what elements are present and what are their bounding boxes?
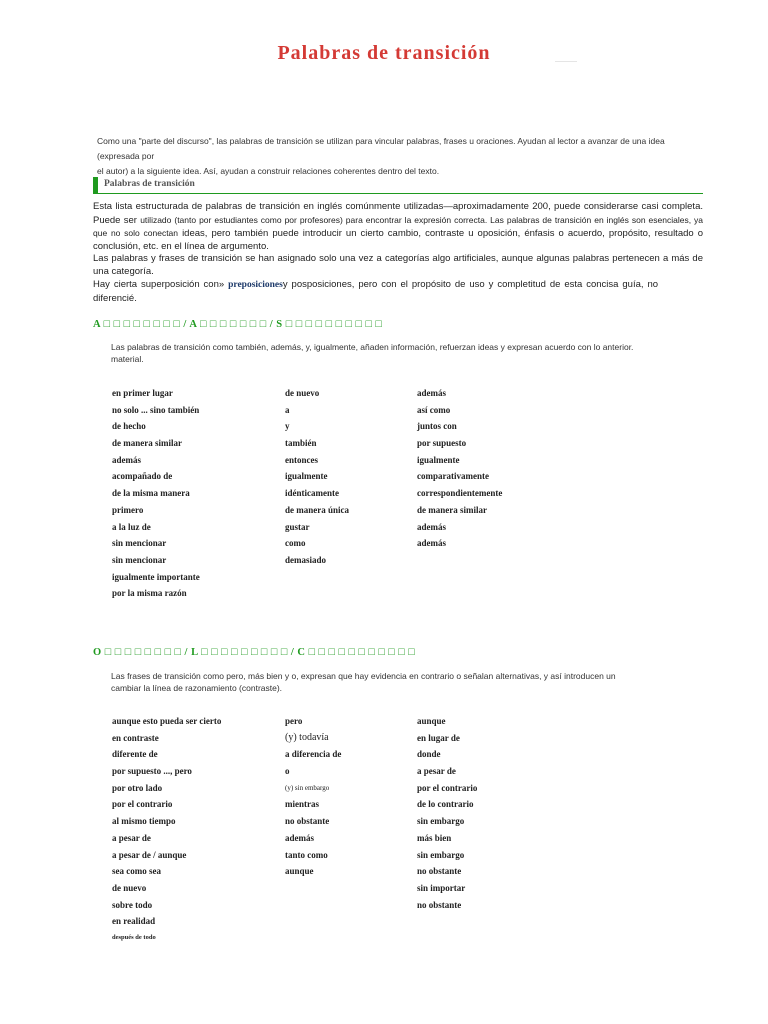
word-list-item: entonces — [285, 454, 318, 465]
word-list-item: aunque — [417, 716, 446, 726]
word-list-item: primero — [112, 504, 144, 515]
word-list-item: más bien — [417, 832, 452, 843]
word-list-item: (y) todavía — [285, 731, 329, 743]
word-list-item: además — [285, 832, 314, 843]
word-list-item: después de todo — [112, 933, 156, 941]
word-list-item: de nuevo — [285, 388, 320, 398]
word-list-item: tanto como — [285, 849, 328, 860]
word-list-item: acompañado de — [112, 471, 173, 482]
word-list-item: y — [285, 421, 290, 432]
word-list-item: sobre todo — [112, 899, 153, 910]
paragraph-1-part-2: utilizado (tanto por estudiantes como por profesores) para encontrar la expresión correcta. Las palabras de transición en inglés son esenciales, ya que no solo conectan — [93, 214, 704, 238]
word-list-item: no obstante — [417, 899, 462, 910]
group-2-desc-line-2: cambiar la línea de razonamiento (contraste). — [111, 683, 283, 693]
word-list-item: aunque — [285, 866, 314, 877]
word-list-item: de nuevo — [112, 882, 147, 893]
word-list-item: sea como sea — [112, 866, 161, 877]
word-list-item: correspondientemente — [417, 488, 503, 499]
word-list-item: por el contrario — [112, 799, 173, 810]
paragraph-1-part-1: Esta lista estructurada de palabras de transición en inglés comúnmente utilizadas—aproximadamente 200, puede considerarse casi completa. Puede ser — [93, 201, 703, 226]
word-list-item: en lugar de — [417, 732, 460, 743]
word-list-item: a pesar de / aunque — [112, 849, 187, 860]
group-1-heading: A □ □ □ □ □ □ □ □ / A □ □ □ □ □ □ □ / S □ □ □ □ □ □ □ □ □ □ — [93, 319, 383, 330]
paragraph-1-part-3: ideas, pero también puede introducir un cierto cambio, contraste u oposición, énfasis o acuerdo, propósito, resultado o conclusión, etc. en el línea de argumento. — [93, 228, 703, 252]
word-list-item: a la luz de — [112, 521, 151, 532]
word-list-item: de la misma manera — [112, 488, 190, 499]
title-underline-mark — [555, 61, 577, 62]
word-list-item: sin embargo — [417, 849, 465, 860]
word-list-item: a pesar de — [112, 832, 151, 843]
group-2-column-2 — [285, 713, 341, 880]
section-heading: Palabras de transición — [104, 179, 195, 189]
group-1-column-1 — [112, 385, 200, 602]
group-1-column-3 — [417, 385, 502, 552]
word-list-item: donde — [417, 749, 441, 760]
group-1-desc-line-2: material. — [111, 354, 144, 364]
paragraph-list-description — [93, 201, 703, 253]
word-list-item: además — [417, 521, 446, 532]
word-list-item: gustar — [285, 521, 310, 532]
word-list-item: además — [112, 454, 141, 465]
word-list-item: comparativamente — [417, 471, 489, 482]
paragraph-3-after: y posposiciones, pero con el propósito de uso y completitud de esta concisa guía, no diferencié. — [93, 279, 659, 304]
word-list-item: a pesar de — [417, 766, 456, 777]
word-list-item: igualmente — [285, 471, 328, 482]
word-list-item: juntos con — [417, 421, 457, 432]
word-list-item: o — [285, 766, 290, 777]
word-list-item: de manera similar — [112, 438, 182, 449]
word-list-item: de hecho — [112, 421, 146, 432]
word-list-item: sin embargo — [417, 816, 465, 827]
word-list-item: igualmente importante — [112, 571, 200, 582]
word-list-item: además — [417, 388, 446, 398]
word-list-item: sin mencionar — [112, 554, 167, 565]
group-1-desc-line-1: Las palabras de transición como también, además, y, igualmente, añaden información, refuerzan ideas y expresan acuerdo con lo anterior. — [111, 342, 634, 352]
body-text — [93, 201, 703, 305]
word-list-item: como — [285, 538, 306, 549]
group-1-column-2 — [285, 385, 349, 569]
word-list-item: de manera similar — [417, 504, 487, 515]
paragraph-categories: Las palabras y frases de transición se han asignado solo una vez a categorías algo artificiales, aunque algunas palabras pertenecen a más de una categoría. — [93, 253, 703, 277]
intro-paragraph — [97, 134, 697, 179]
group-1-description — [111, 341, 691, 365]
word-list-item: por supuesto ..., pero — [112, 766, 192, 777]
word-list-item: aunque esto pueda ser cierto — [112, 716, 222, 726]
word-list-item: no solo ... sino también — [112, 404, 200, 415]
word-list-item: por la misma razón — [112, 588, 187, 599]
word-list-item: además — [417, 538, 446, 549]
group-2-column-3 — [417, 713, 477, 913]
word-list-item: igualmente — [417, 454, 460, 465]
word-list-item: (y) sin embargo — [285, 783, 330, 792]
word-list-item: en contraste — [112, 732, 159, 743]
paragraph-3-before: Hay cierta superposición con» — [93, 279, 225, 290]
word-list-item: pero — [285, 716, 303, 726]
word-list-item: sin mencionar — [112, 538, 167, 549]
word-list-item: también — [285, 438, 317, 449]
word-list-item: de lo contrario — [417, 799, 474, 810]
section-heading-bar — [93, 177, 703, 194]
group-2-heading: O □ □ □ □ □ □ □ □ / L □ □ □ □ □ □ □ □ □ / C □ □ □ □ □ □ □ □ □ □ □ — [93, 647, 416, 658]
word-list-item: así como — [417, 404, 451, 415]
group-2-description — [111, 670, 691, 694]
group-2-column-1 — [112, 713, 221, 947]
word-list-item: a — [285, 404, 290, 415]
prepositions-link[interactable]: preposiciones — [228, 280, 283, 290]
intro-line-2: el autor) a la siguiente idea. Así, ayudan a construir relaciones coherentes dentro del texto. — [97, 166, 440, 176]
word-list-item: en realidad — [112, 916, 156, 927]
word-list-item: no obstante — [285, 816, 330, 827]
word-list-item: en primer lugar — [112, 388, 173, 398]
word-list-item: por otro lado — [112, 782, 163, 793]
word-list-item: por supuesto — [417, 438, 467, 449]
word-list-item: demasiado — [285, 554, 327, 565]
word-list-item: mientras — [285, 799, 319, 810]
word-list-item: a diferencia de — [285, 749, 342, 760]
intro-line-1: Como una "parte del discurso", las palabras de transición se utilizan para vincular palabras, frases u oraciones. Ayudan al lector a avanzar de una idea (expresada por — [97, 136, 665, 161]
word-list-item: no obstante — [417, 866, 462, 877]
word-list-item: de manera única — [285, 504, 349, 515]
page-title: Palabras de transición — [277, 42, 491, 64]
word-list-item: sin importar — [417, 882, 466, 893]
word-list-item: idénticamente — [285, 488, 339, 499]
group-2-desc-line-1: Las frases de transición como pero, más bien y o, expresan que hay evidencia en contrario o señalan alternativas, y así introducen un — [111, 671, 616, 681]
word-list-item: por el contrario — [417, 782, 478, 793]
word-list-item: diferente de — [112, 749, 158, 760]
paragraph-overlap — [93, 278, 658, 305]
word-list-item: al mismo tiempo — [112, 816, 176, 827]
